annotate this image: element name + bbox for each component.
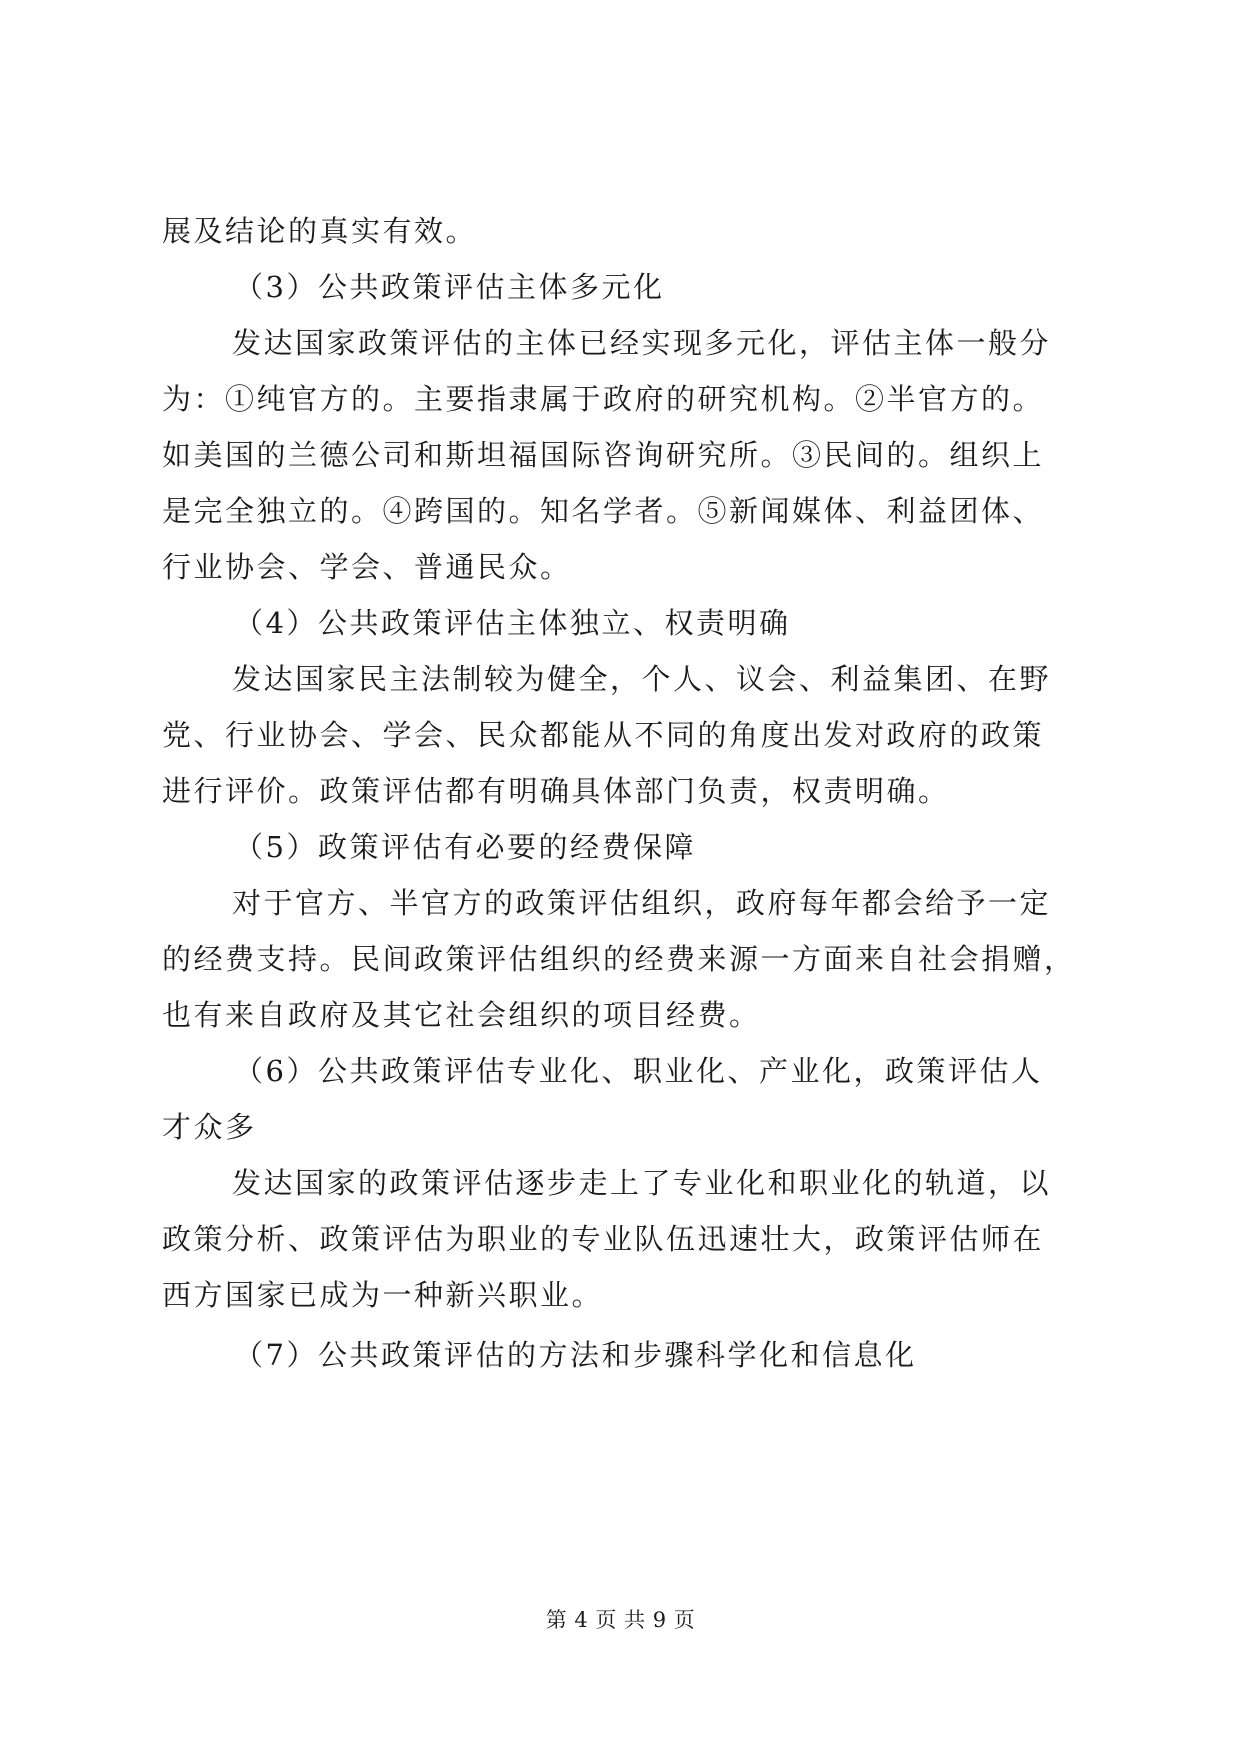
body-text-line: 进行评价。政策评估都有明确具体部门负责，权责明确。 bbox=[162, 774, 950, 808]
body-text-line: 发达国家的政策评估逐步走上了专业化和职业化的轨道，以 bbox=[232, 1166, 1052, 1200]
section-heading: （7）公共政策评估的方法和步骤科学化和信息化 bbox=[234, 1338, 917, 1372]
section-heading: （3）公共政策评估主体多元化 bbox=[234, 270, 665, 304]
body-text-line: 行业协会、学会、普通民众。 bbox=[162, 550, 572, 584]
body-text-line: 政策分析、政策评估为职业的专业队伍迅速壮大，政策评估师在 bbox=[162, 1222, 1045, 1256]
body-text-line: 如美国的兰德公司和斯坦福国际咨询研究所。③民间的。组织上 bbox=[162, 438, 1045, 472]
body-text-line: 对于官方、半官方的政策评估组织，政府每年都会给予一定 bbox=[232, 886, 1052, 920]
section-heading: （5）政策评估有必要的经费保障 bbox=[234, 830, 696, 864]
body-text-line: 党、行业协会、学会、民众都能从不同的角度出发对政府的政策 bbox=[162, 718, 1045, 752]
body-text-line: 发达国家政策评估的主体已经实现多元化，评估主体一般分 bbox=[232, 326, 1052, 360]
section-heading: （6）公共政策评估专业化、职业化、产业化，政策评估人 bbox=[234, 1054, 1043, 1088]
section-heading-continuation: 才众多 bbox=[162, 1110, 257, 1144]
body-text-line: 为：①纯官方的。主要指隶属于政府的研究机构。②半官方的。 bbox=[162, 382, 1045, 416]
body-text-line: 展及结论的真实有效。 bbox=[162, 214, 478, 248]
body-text-line: 的经费支持。民间政策评估组织的经费来源一方面来自社会捐赠， bbox=[162, 942, 1076, 976]
body-text-line: 西方国家已成为一种新兴职业。 bbox=[162, 1278, 604, 1312]
section-heading: （4）公共政策评估主体独立、权责明确 bbox=[234, 606, 791, 640]
body-text-line: 是完全独立的。④跨国的。知名学者。⑤新闻媒体、利益团体、 bbox=[162, 494, 1045, 528]
body-text-line: 也有来自政府及其它社会组织的项目经费。 bbox=[162, 998, 761, 1032]
body-text-line: 发达国家民主法制较为健全，个人、议会、利益集团、在野 bbox=[232, 662, 1052, 696]
page-number-footer: 第 4 页 共 9 页 bbox=[545, 1608, 696, 1632]
